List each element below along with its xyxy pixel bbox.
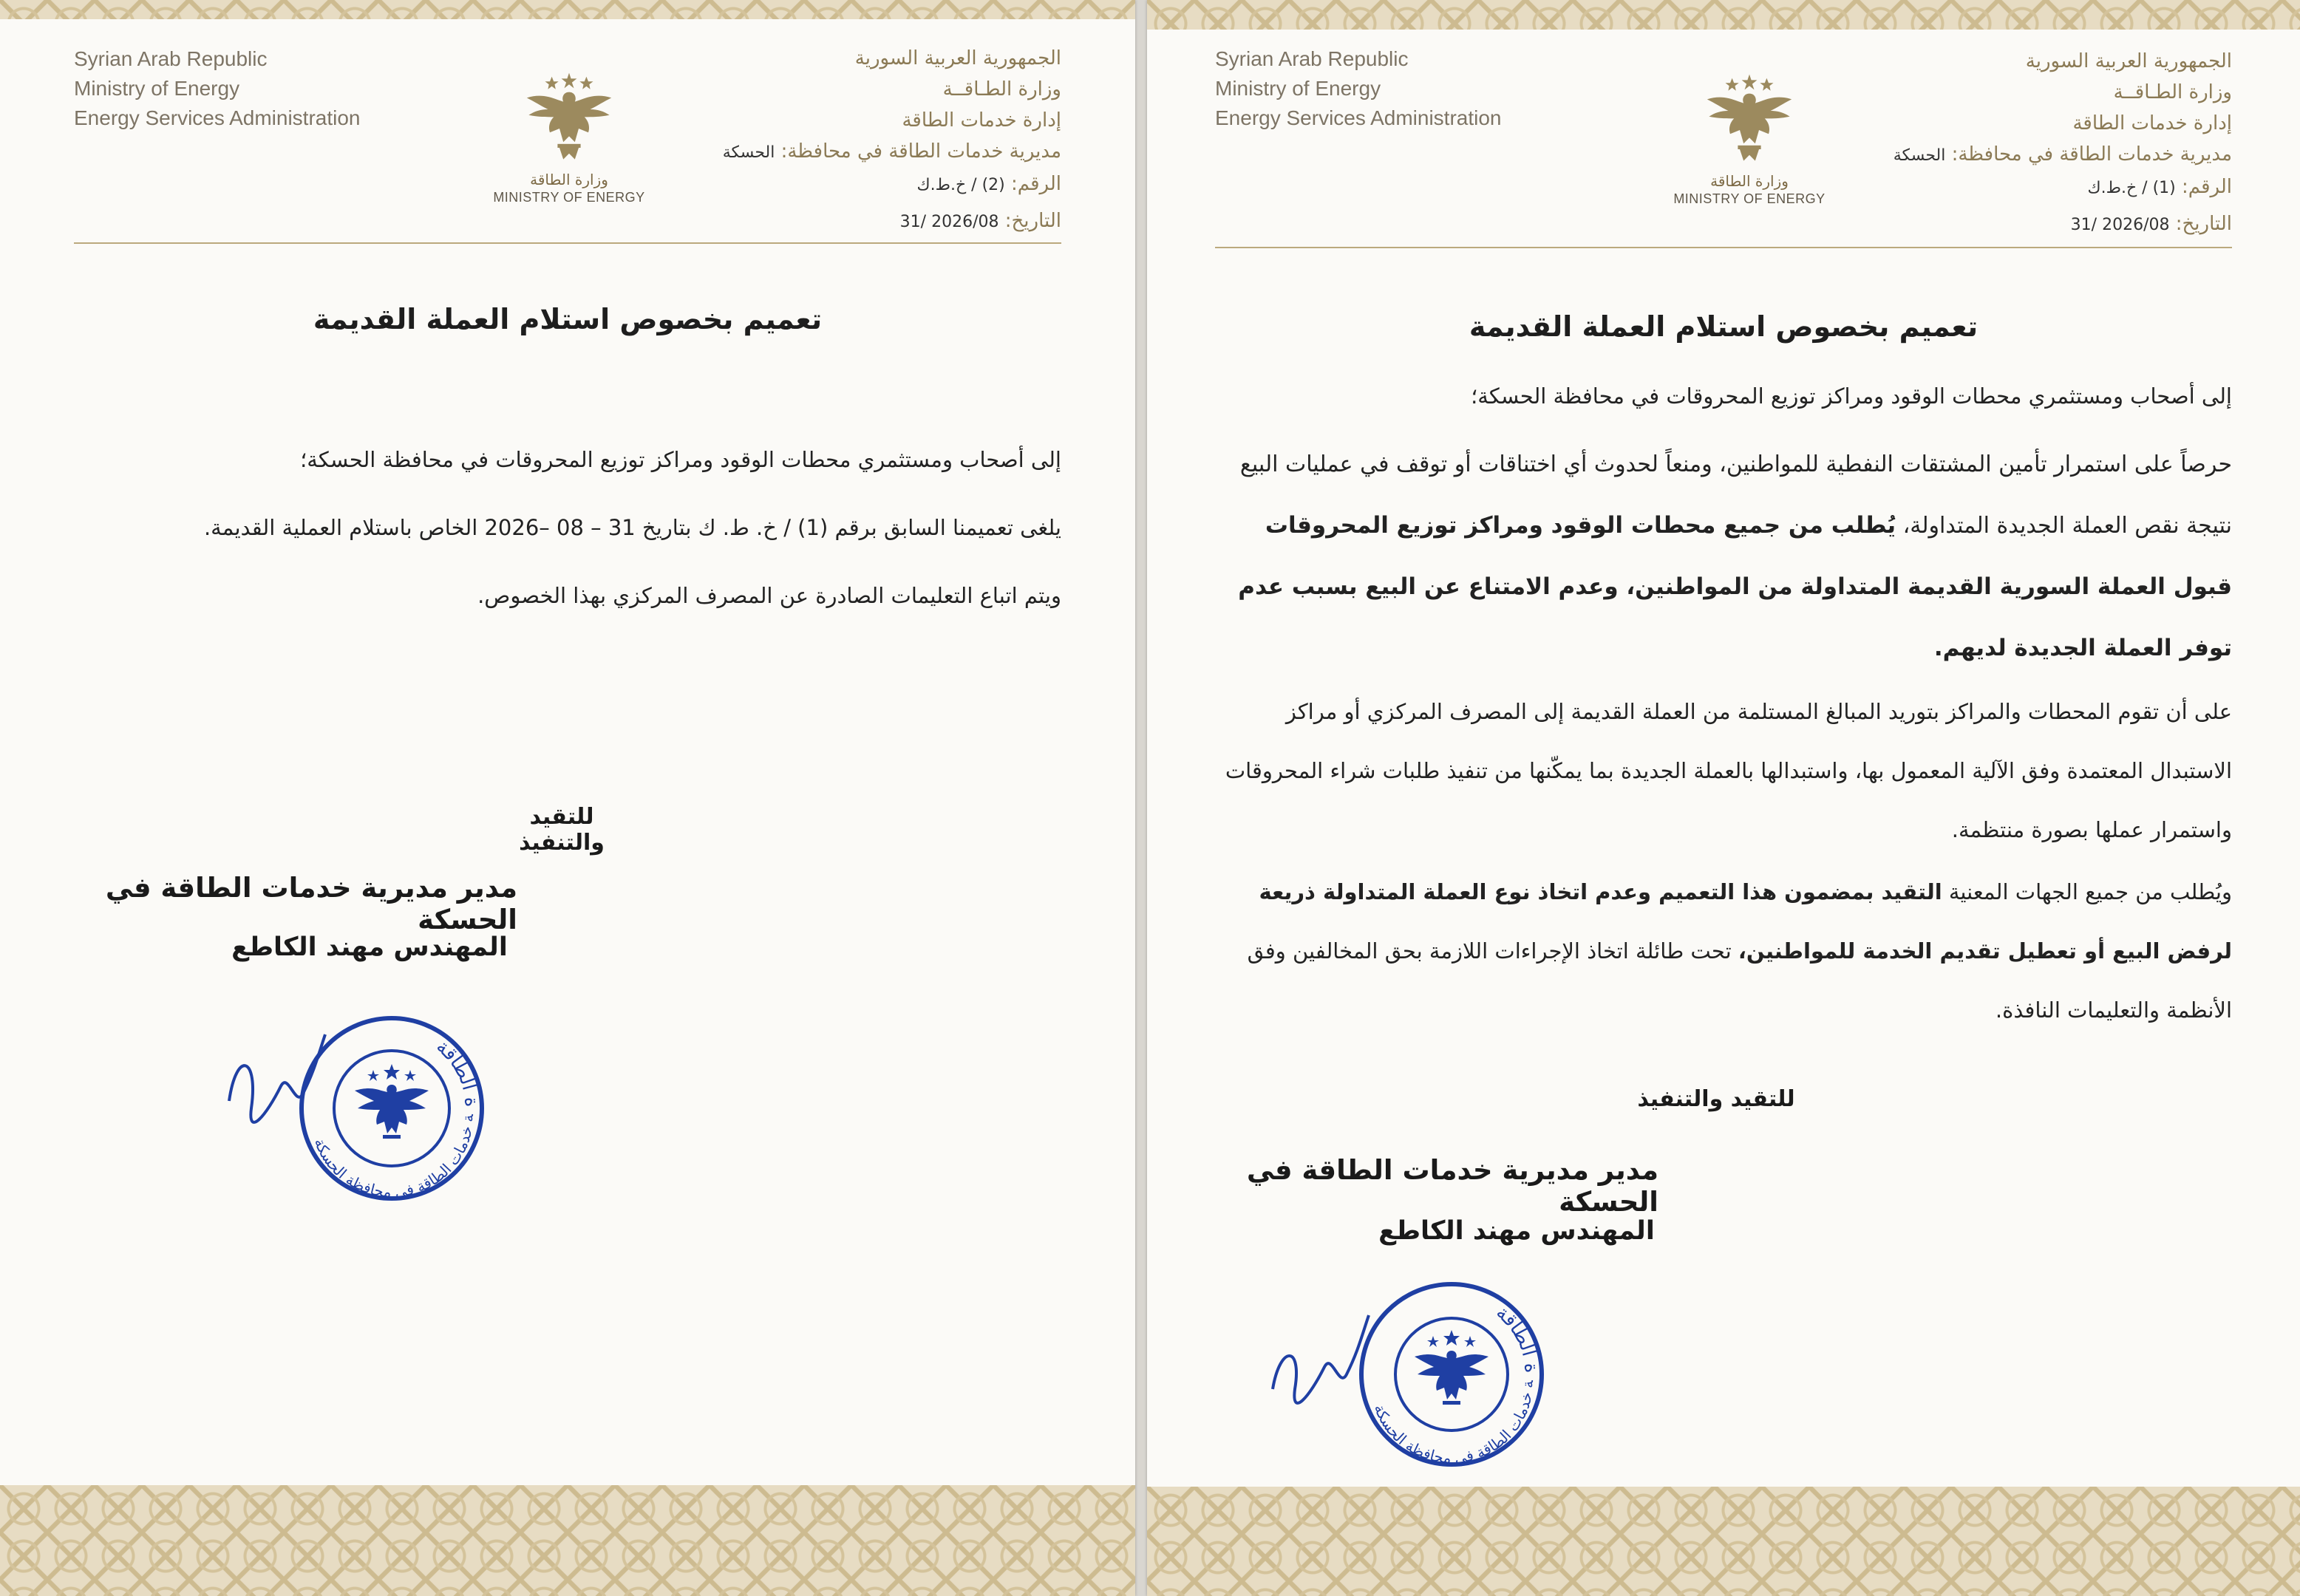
emblem-caption-en: MINISTRY OF ENERGY <box>1673 191 1826 206</box>
header-ar-line4: مديرية خدمات الطاقة في محافظة: الحسكة <box>1893 143 2232 166</box>
header-arabic <box>1818 46 2232 241</box>
header-en-line2: Ministry of Energy <box>1215 77 1381 100</box>
date-row: التاريخ: 2026/08 /31 <box>2070 213 2232 235</box>
header-divider <box>1215 247 2232 248</box>
governorate-value: الحسكة <box>722 143 775 162</box>
stamp-text-outer: ة الطاقة <box>1491 1301 1543 1374</box>
header-en-line3: Energy Services Administration <box>1215 106 1502 129</box>
header-ar-line4: مديرية خدمات الطاقة في محافظة: الحسكة <box>722 140 1061 163</box>
reference-number: (1) / خ.ط.ك <box>2087 179 2176 197</box>
signer-name: المهندس مهند الكاطع <box>231 932 508 962</box>
official-stamp-icon <box>214 1005 510 1227</box>
paragraph-1-text: حرصاً على استمرار تأمين المشتقات النفطية للمواطنين، ومنعاً لحدوث أي اختناقات أو توقف في عمليات البيع نتيجة نقص العملة الجديدة المتداولة، <box>1239 451 2232 539</box>
official-stamp-icon <box>1265 1264 1561 1478</box>
header-english <box>74 44 361 133</box>
signature-and-stamp <box>214 1005 510 1230</box>
header-ar-line1: الجمهورية العربية السورية <box>854 47 1061 69</box>
document-body <box>74 440 1061 615</box>
ornamental-border-top <box>1147 0 2300 30</box>
ornamental-border-bottom <box>1147 1487 2300 1596</box>
document-page-left <box>0 0 1135 1596</box>
emblem-caption-ar: وزارة الطاقة <box>530 171 608 188</box>
header-en-line1: Syrian Arab Republic <box>74 47 268 70</box>
stamp-text-inner: ة خدمات الطاقة في محافظة الحسكة <box>310 1114 477 1201</box>
header-ar-line2: وزارة الطـاقــة <box>942 78 1061 100</box>
paragraph-3-emphasis: التقيد بمضمون هذا التعميم وعدم اتخاذ نوع العملة المتداولة ذريعة لرفض البيع أو تعطيل تقديم الخدمة للمواطنين، <box>1259 879 2232 964</box>
paragraph-2: ويتم اتباع التعليمات الصادرة عن المصرف المركزي بهذا الخصوص. <box>477 583 1061 608</box>
document-title: تعميم بخصوص استلام العملة القديمة <box>313 303 823 335</box>
header-en-line2: Ministry of Energy <box>74 77 240 100</box>
signer-title: مدير مديرية خدمات الطاقة في الحسكة <box>105 872 517 935</box>
eagle-emblem-icon <box>521 71 617 167</box>
document-date: 2026/08 /31 <box>2070 216 2170 234</box>
reference-number: (2) / خ.ط.ك <box>916 176 1005 194</box>
addressee: إلى أصحاب ومستثمري محطات الوقود ومراكز توزيع المحروقات في محافظة الحسكة؛ <box>300 447 1061 472</box>
header-en-line1: Syrian Arab Republic <box>1215 47 1409 70</box>
ministry-emblem <box>480 71 658 205</box>
paragraph-1: يلغى تعميمنا السابق برقم (1) / خ. ط. ك بتاريخ 31 – 08 –2026 الخاص باستلام العملية القديمة. <box>203 515 1061 540</box>
header-ar-line3: إدارة خدمات الطاقة <box>2072 112 2232 134</box>
document-title: تعميم بخصوص استلام العملة القديمة <box>1469 310 1979 343</box>
signer-name: المهندس مهند الكاطع <box>1378 1216 1655 1246</box>
reference-row: الرقم: (1) / خ.ط.ك <box>2087 176 2232 198</box>
signer-title: مدير مديرية خدمات الطاقة في الحسكة <box>1246 1154 1658 1218</box>
ornamental-border-top <box>0 0 1135 19</box>
emblem-caption-en: MINISTRY OF ENERGY <box>493 190 645 205</box>
governorate-value: الحسكة <box>1893 146 1946 165</box>
date-row: التاريخ: 2026/08 /31 <box>899 210 1061 232</box>
document-date: 2026/08 /31 <box>899 213 999 231</box>
paragraph-1 <box>1215 434 2232 679</box>
header-ar-line1: الجمهورية العربية السورية <box>2025 50 2232 72</box>
header-divider <box>74 242 1061 244</box>
addressee: إلى أصحاب ومستثمري محطات الوقود ومراكز توزيع المحروقات في محافظة الحسكة؛ <box>1471 383 2232 409</box>
paragraph-2: على أن تقوم المحطات والمراكز بتوريد المبالغ المستلمة من العملة القديمة إلى المصرف المركزي أو مراكز الاستبدال المعتمدة وفق الآلية المعمول بها، واستبدالها بالعملة الجديدة بما يمكّنها من تنفيذ طلبات شراء المحروقات واستمرار عملها بصورة منتظمة. <box>1225 699 2232 842</box>
header-ar-line3: إدارة خدمات الطاقة <box>902 109 1061 132</box>
eagle-emblem-icon <box>1701 72 1797 168</box>
paragraph-3: ويُطلب من جميع الجهات المعنية التقيد بمضمون هذا التعميم وعدم اتخاذ نوع العملة المتداولة ذريعة لرفض البيع أو تعطيل تقديم الخدمة للمواطنين، تحت طائلة اتخاذ الإجراءات اللازمة بحق المخالفين وفق الأنظمة والتعليمات النافذة. <box>1247 879 2232 1023</box>
stamp-text-outer: ة الطاقة <box>432 1035 483 1108</box>
stamp-text-inner: ة خدمات الطاقة في محافظة الحسكة <box>1370 1380 1537 1467</box>
signature-and-stamp <box>1265 1264 1561 1481</box>
header-en-line3: Energy Services Administration <box>74 106 361 129</box>
document-body <box>1215 377 2232 1040</box>
closing-line: للتقيد والتنفيذ <box>1637 1086 1795 1112</box>
ministry-emblem <box>1657 72 1842 207</box>
header-english <box>1215 44 1502 133</box>
reference-row: الرقم: (2) / خ.ط.ك <box>916 173 1061 195</box>
emblem-caption-ar: وزارة الطاقة <box>1710 172 1789 190</box>
ornamental-border-bottom <box>0 1485 1135 1596</box>
document-page-right <box>1147 0 2300 1596</box>
header-arabic <box>647 43 1061 238</box>
paragraph-1-emphasis: يُطلب من جميع محطات الوقود ومراكز توزيع المحروقات قبول العملة السورية القديمة المتداولة من المواطنين، وعدم الامتناع عن البيع بسبب عدم توفر العملة الجديدة لديهم. <box>1238 512 2232 661</box>
header-ar-line2: وزارة الطـاقــة <box>2113 81 2232 103</box>
closing-line: للتقيد والتنفيذ <box>519 804 605 856</box>
